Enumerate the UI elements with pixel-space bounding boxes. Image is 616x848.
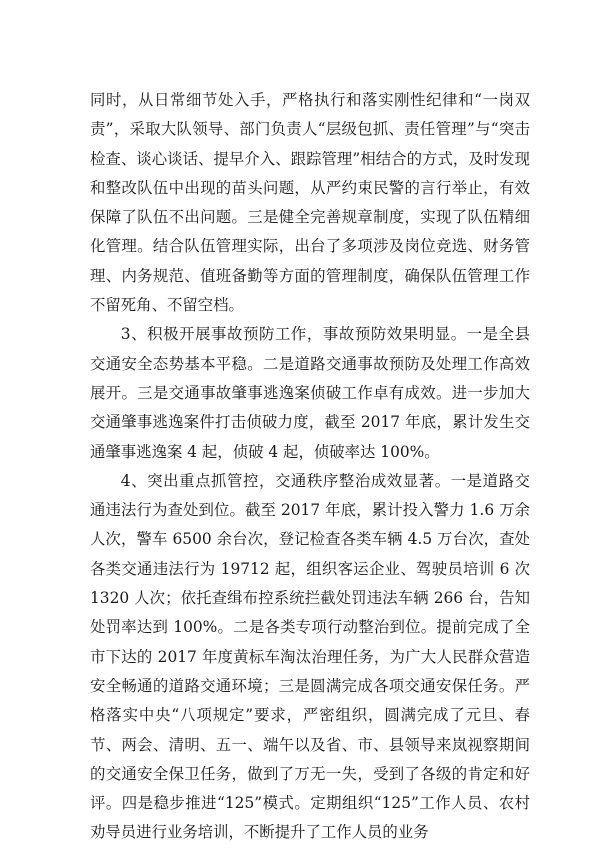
paragraph-continuation: 同时，从日常细节处入手，严格执行和落实刚性纪律和“一岗双责”，采取大队领导、部门负责人“层级包抓、责任管理”与“突击检查、谈心谈话、提早介入、跟踪管理”相结合的方式，及时发现和整改队伍中出现的苗头问题，从严约束民警的言行举止，有效保障了队伍不出问题。三是健全完善规章制度，实现了队伍精细化管理。结合队伍管理实际，出台了多项涉及岗位竞选、财务管理、内务规范、值班备勤等方面的管理制度，确保队伍管理工作不留死角、不留空档。 [90, 91, 530, 315]
document-body [90, 86, 530, 848]
paragraph-section-4: 4、突出重点抓管控，交通秩序整治成效显著。一是道路交通违法行为查处到位。截至 2017 年底，累计投入警力 1.6 万余人次，警车 6500 余台次，登记检查各类车辆 4.5 万台次，查处各类交通违法行为 19712 起，组织客运企业、驾驶员培训 6 次 1320 人次；依托查缉布控系统拦截处罚违法车辆 266 台，告知处罚率达到 100%。二是各类专项行动整治到位。提前完成了全市下达的 2017 年度黄标车淘汰治理任务，为广大人民群众营造安全畅通的道路交通环境；三是圆满完成各项交通安保任务。严格落实中央“八项规定”要求，严密组织，圆满完成了元旦、春节、两会、清明、五一、端午以及省、市、县领导来岚视察期间的交通安全保卫任务，做到了万无一失，受到了各级的肯定和好评。四是稳步推进“125”模式。定期组织“125”工作人员、农村劝导员进行业务培训，不断提升了工作人员的业务 [90, 471, 530, 842]
paragraph-section-3: 3、积极开展事故预防工作，事故预防效果明显。一是全县交通安全态势基本平稳。二是道路交通事故预防及处理工作高效展开。三是交通事故肇事逃逸案侦破工作卓有成效。进一步加大交通肇事逃逸案件打击侦破力度，截至 2017 年底，累计发生交通肇事逃逸案 4 起，侦破 4 起，侦破率达 100%。 [90, 325, 530, 461]
